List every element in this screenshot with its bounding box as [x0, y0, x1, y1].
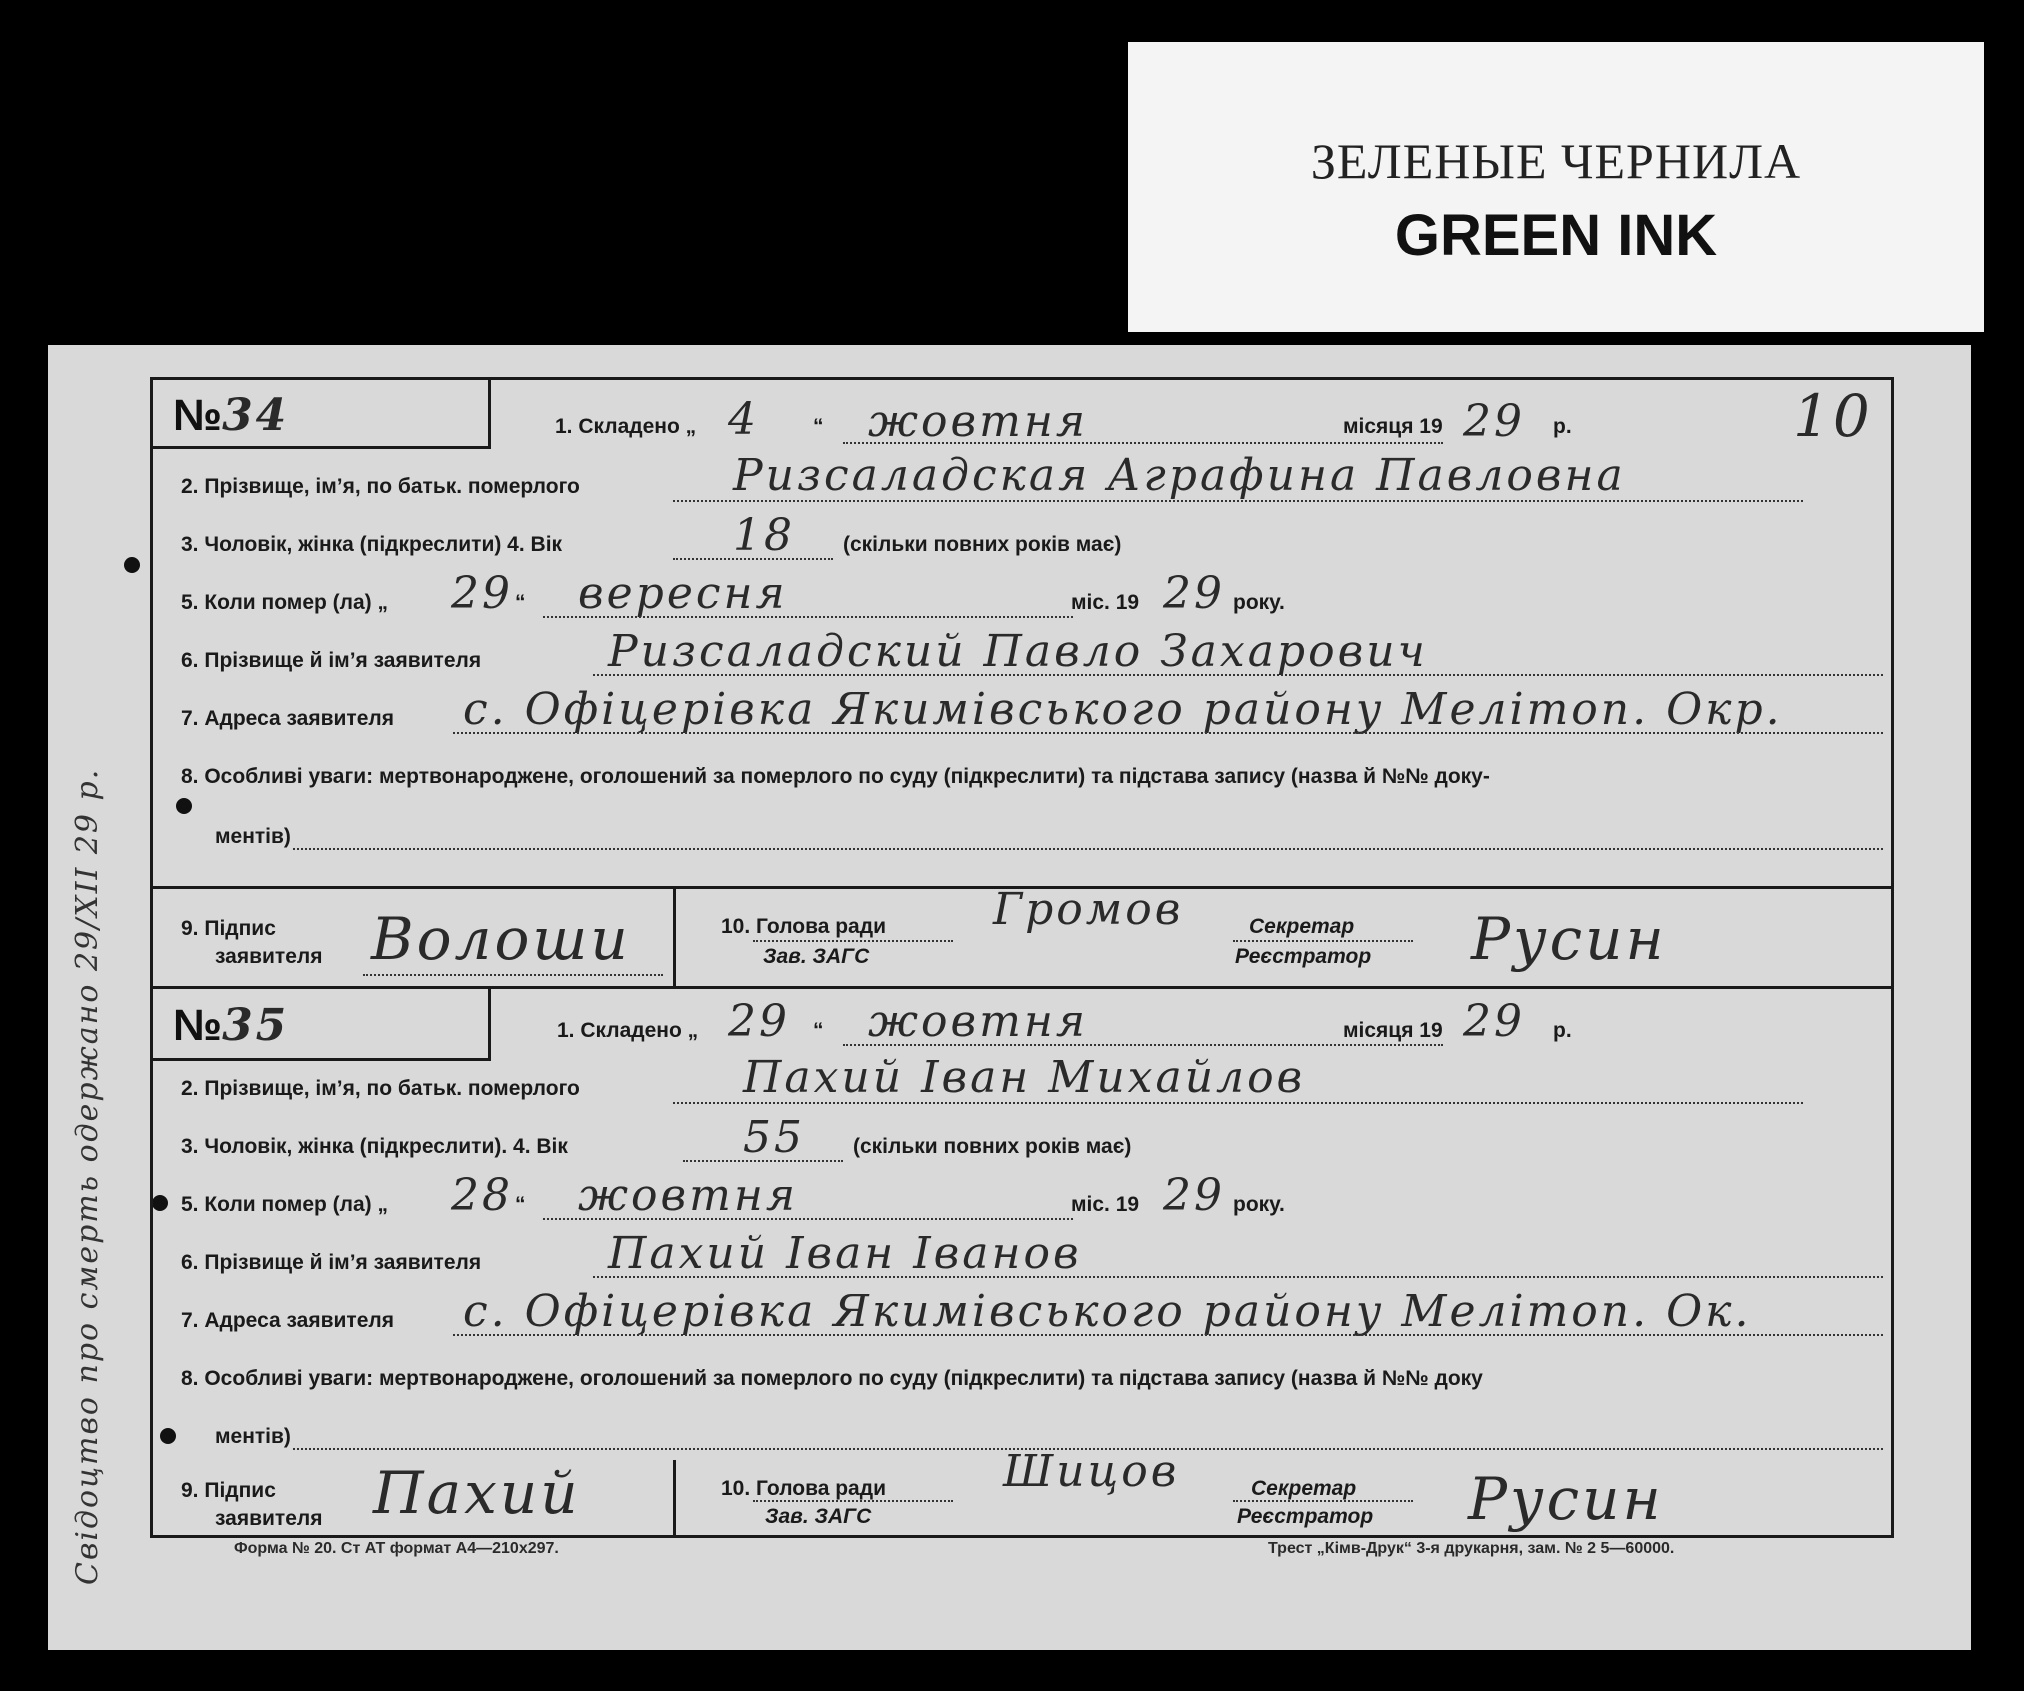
- sec-label2: Реєстратор: [1235, 945, 1372, 968]
- f3-value: 55: [743, 1112, 805, 1163]
- f9-label2: заявителя: [215, 1507, 323, 1530]
- f1-year-label: місяця 19: [1343, 415, 1443, 438]
- f5-day: 29: [451, 568, 513, 619]
- record-number: №35: [173, 1000, 290, 1051]
- f3-label: 3. Чоловік, жінка (підкреслити) 4. Вік: [181, 533, 563, 556]
- f1-day: 29: [728, 996, 790, 1047]
- f5-day: 28: [451, 1170, 513, 1221]
- f5-quote: “: [515, 1193, 526, 1216]
- f1-end: р.: [1553, 1019, 1572, 1042]
- f7-label: 7. Адреса заявителя: [181, 707, 394, 730]
- record-separator: [153, 986, 1891, 989]
- applicant-signature: Волоши: [371, 905, 631, 973]
- f1-quote: “: [813, 1019, 824, 1042]
- f5-year-label: міс. 19: [1071, 591, 1140, 614]
- f8-cont: ментів): [215, 825, 291, 848]
- f2-value: Ризсаладская Аграфина Павловна: [733, 450, 1626, 501]
- f6-label: 6. Прізвище й ім’я заявителя: [181, 649, 482, 672]
- f9-label1: 9. Підпис: [181, 1479, 276, 1502]
- f1-month: жовтня: [868, 996, 1088, 1047]
- f5-month: жовтня: [578, 1170, 798, 1221]
- f1-month: жовтня: [868, 396, 1088, 447]
- f5-end: року.: [1233, 591, 1285, 614]
- f3-label: 3. Чоловік, жінка (підкреслити). 4. Вік: [181, 1135, 568, 1158]
- margin-note: Свідоцтво про смерть одержано 29/ХІІ 29 р.: [70, 767, 105, 1585]
- note-title-ru: ЗЕЛЕНЫЕ ЧЕРНИЛА: [1310, 133, 1802, 189]
- sec-label1: Секретар: [1251, 1477, 1357, 1500]
- f1-year-label: місяця 19: [1343, 1019, 1443, 1042]
- form-footer-right: Трест „Кімв-Друк“ 3-я друкарня, зам. № 2 5—60000.: [1268, 1540, 1675, 1557]
- archive-note-card: [1128, 42, 1984, 332]
- f1-day: 4: [728, 394, 759, 445]
- f3-tail: (скільки повних років має): [853, 1135, 1132, 1158]
- sec-label2: Реєстратор: [1237, 1505, 1374, 1528]
- registrar-signature: Русин: [1468, 1465, 1664, 1533]
- sec-label1: Секретар: [1249, 915, 1355, 938]
- f1-year: 29: [1463, 996, 1525, 1047]
- f10-label2: Зав. ЗАГС: [763, 945, 870, 968]
- death-record-sheet: [48, 345, 1971, 1650]
- f1-end: р.: [1553, 415, 1572, 438]
- f5-year: 29: [1163, 568, 1225, 619]
- applicant-signature: Пахий: [373, 1459, 581, 1527]
- f5-label: 5. Коли помер (ла) „: [181, 591, 389, 614]
- f8-label: 8. Особливі уваги: мертвонароджене, оголошений за померлого по суду (підкреслити) та підстава запису (назва й №№ доку: [181, 1367, 1483, 1390]
- f5-label: 5. Коли помер (ла) „: [181, 1193, 389, 1216]
- f3-tail: (скільки повних років має): [843, 533, 1122, 556]
- f1-quote: “: [813, 415, 824, 438]
- number-box-divider: [488, 380, 491, 446]
- registrar-signature: Русин: [1471, 905, 1667, 973]
- f5-year-label: міс. 19: [1071, 1193, 1140, 1216]
- f1-label: 1. Складено „: [555, 415, 697, 438]
- f1-year: 29: [1463, 396, 1525, 447]
- f5-end: року.: [1233, 1193, 1285, 1216]
- form-footer-left: Форма № 20. Ст АТ формат А4—210х297.: [234, 1540, 559, 1557]
- note-title-en: GREEN INK: [1394, 203, 1718, 268]
- f8-label: 8. Особливі уваги: мертвонароджене, оголошений за померлого по суду (підкреслити) та підстава запису (назва й №№ доку-: [181, 765, 1490, 788]
- page-number: 10: [1793, 382, 1873, 450]
- f6-value: Пахий Іван Іванов: [608, 1228, 1082, 1279]
- f5-quote: “: [515, 591, 526, 614]
- f7-label: 7. Адреса заявителя: [181, 1309, 394, 1332]
- f5-year: 29: [1163, 1170, 1225, 1221]
- f9-label1: 9. Підпис: [181, 917, 276, 940]
- f2-value: Пахий Іван Михайлов: [743, 1052, 1306, 1103]
- f8-cont: ментів): [215, 1425, 291, 1448]
- f10-label1: 10. Голова ради: [721, 915, 886, 938]
- f2-label: 2. Прізвище, ім’я, по батьк. померлого: [181, 475, 580, 498]
- f6-value: Ризсаладский Павло Захарович: [608, 626, 1428, 677]
- chairman-signature: Шицов: [1003, 1446, 1180, 1497]
- f10-label2: Зав. ЗАГС: [765, 1505, 872, 1528]
- record-number: №34: [173, 390, 290, 441]
- f3-value: 18: [733, 510, 795, 561]
- f9-label2: заявителя: [215, 945, 323, 968]
- f10-label1: 10. Голова ради: [721, 1477, 886, 1500]
- f2-label: 2. Прізвище, ім’я, по батьк. померлого: [181, 1077, 580, 1100]
- f7-value: с. Офіцерівка Якимівського району Мелітоп. Ок.: [463, 1286, 1752, 1337]
- f7-value: с. Офіцерівка Якимівського району Мелітоп. Окр.: [463, 684, 1783, 735]
- punch-hole: [124, 557, 140, 573]
- number-box-bottom: [153, 446, 491, 449]
- f1-label: 1. Складено „: [557, 1019, 699, 1042]
- f5-month: вересня: [578, 568, 788, 619]
- chairman-signature: Громов: [993, 884, 1184, 935]
- f6-label: 6. Прізвище й ім’я заявителя: [181, 1251, 482, 1274]
- form-frame: [150, 377, 1894, 1538]
